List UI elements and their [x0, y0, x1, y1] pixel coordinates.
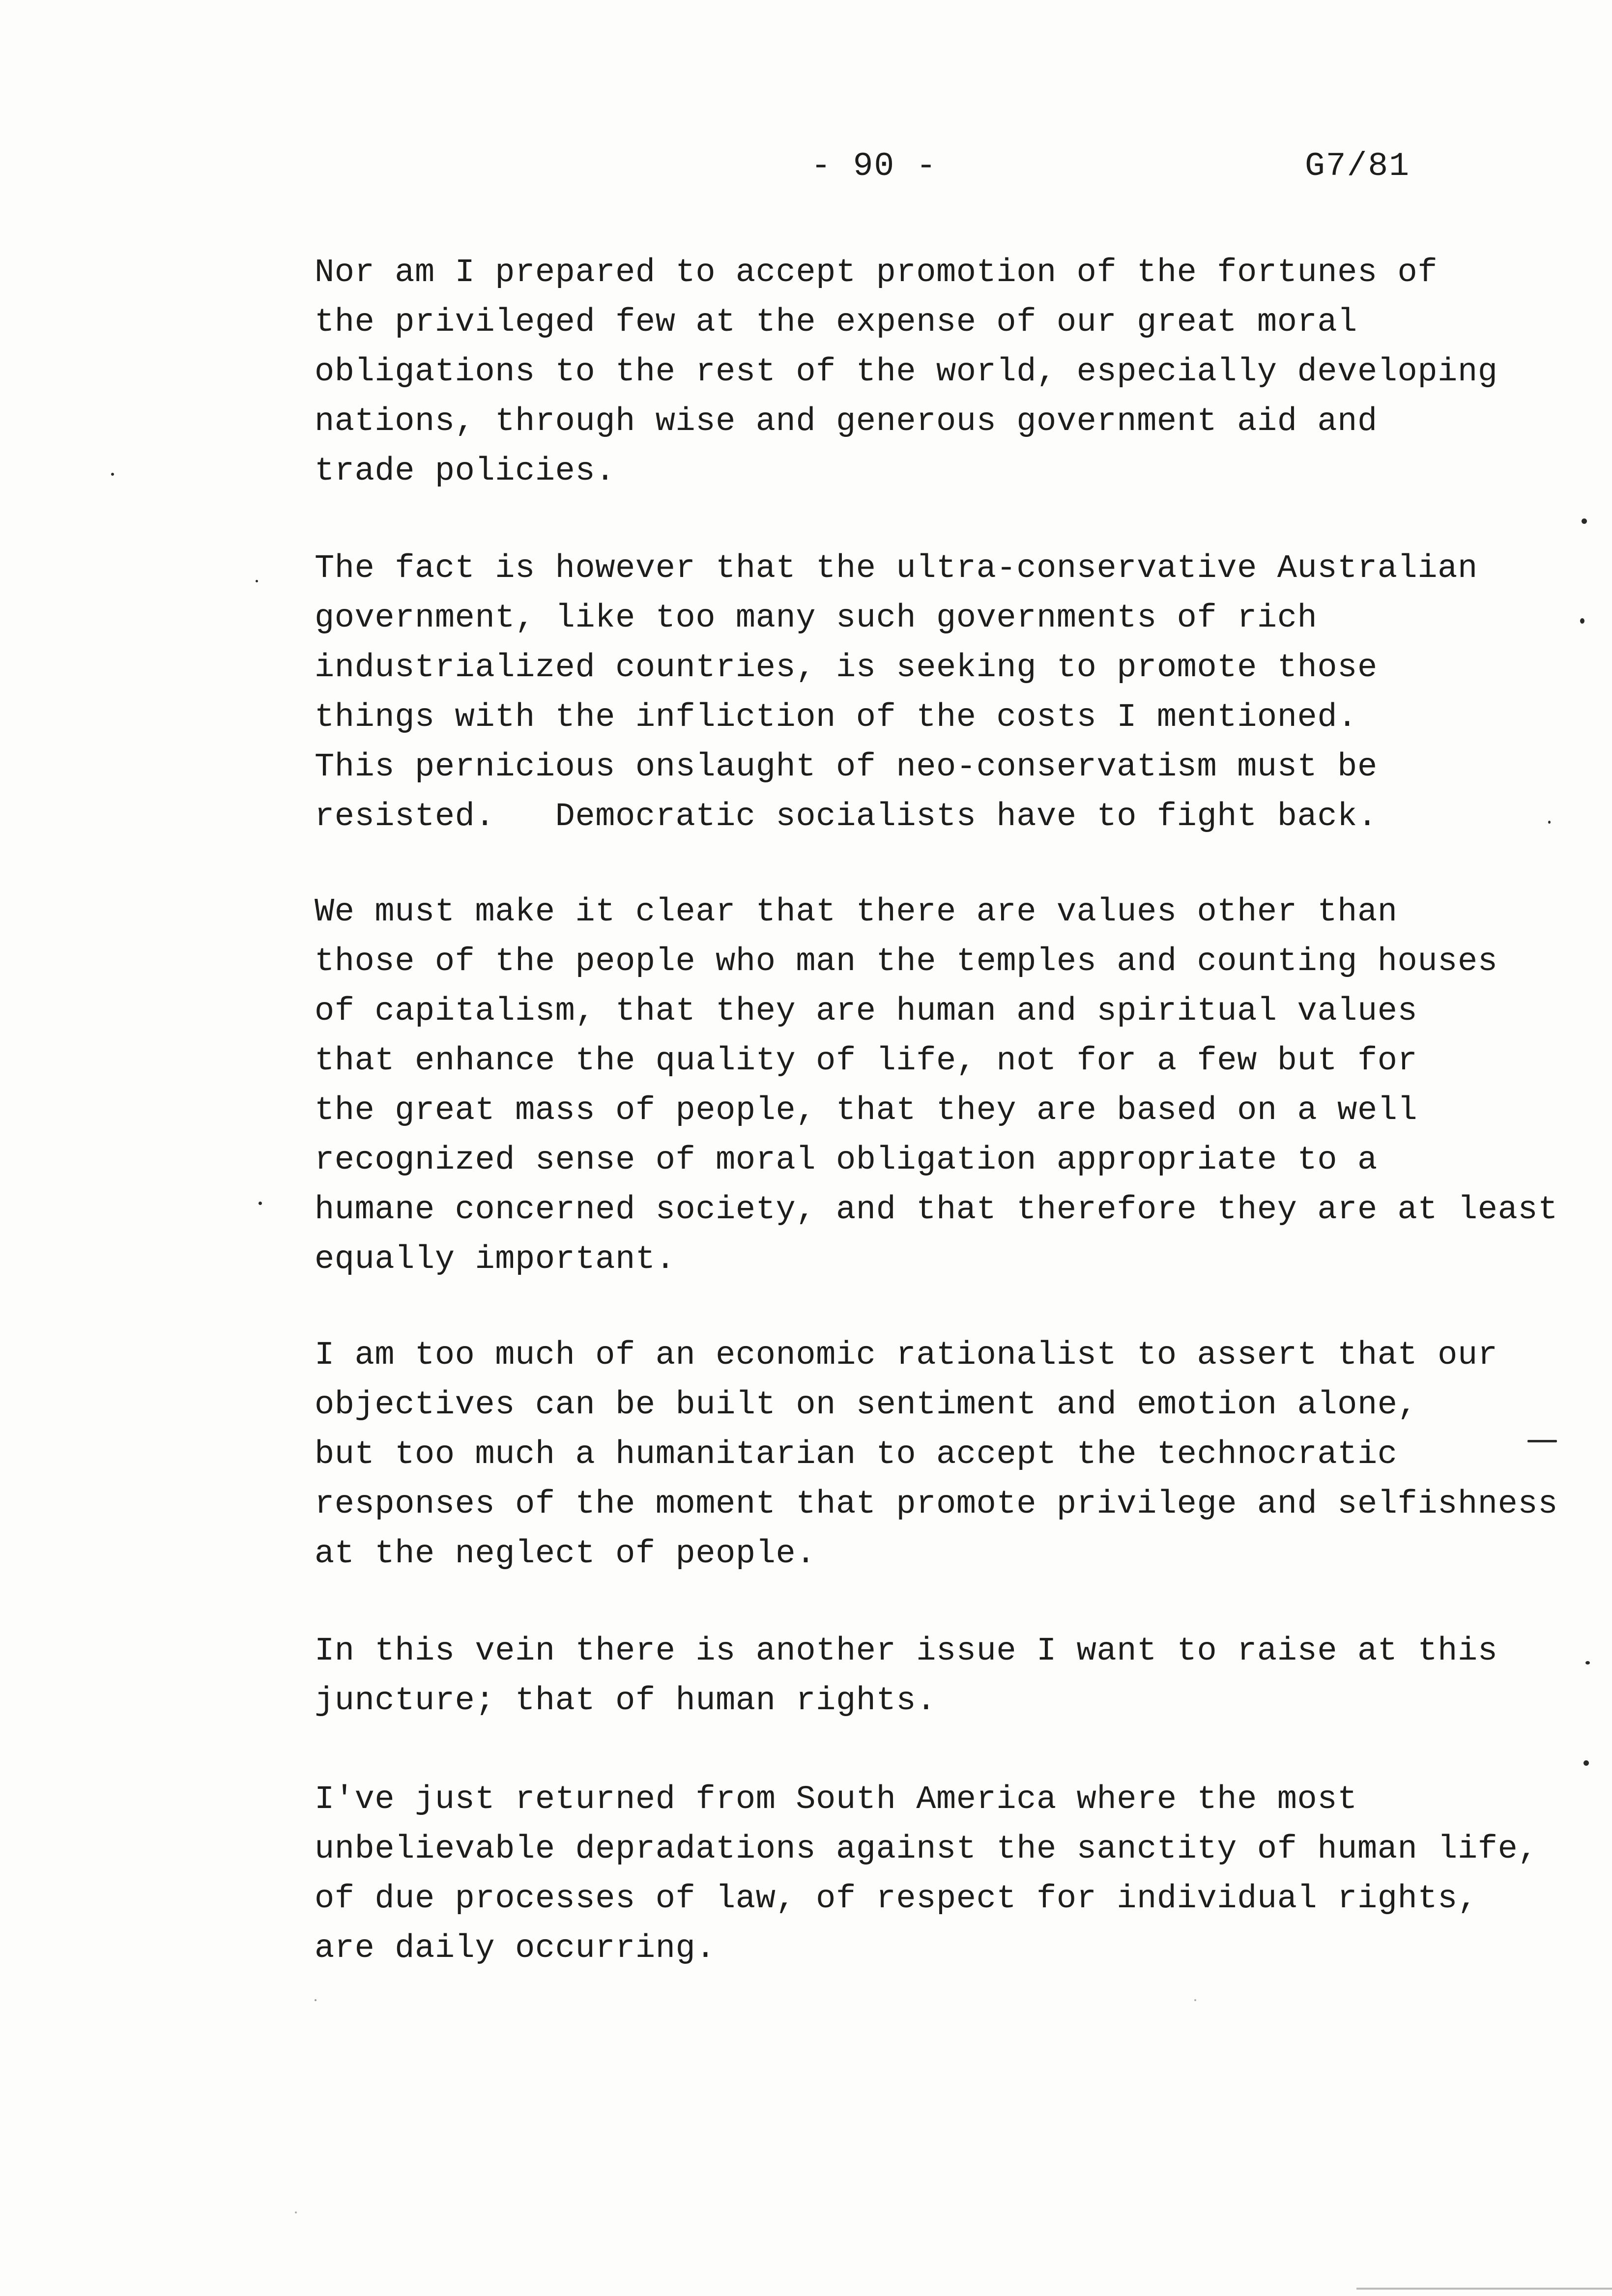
- text-line: that enhance the quality of life, not for a few but for: [315, 1042, 1418, 1080]
- text-line: obligations to the rest of the world, especially developing: [315, 353, 1498, 391]
- text-line: of capitalism, that they are human and spiritual values: [315, 993, 1418, 1030]
- text-line: I am too much of an economic rationalist to assert that our: [315, 1337, 1498, 1374]
- text-line: The fact is however that the ultra-conservative Australian: [315, 550, 1478, 587]
- text-line: at the neglect of people.: [315, 1535, 816, 1573]
- scan-speck: [315, 1999, 317, 2001]
- document-reference: G7/81: [1305, 147, 1410, 185]
- text-line: but too much a humanitarian to accept the technocratic: [315, 1436, 1398, 1473]
- paragraph-2: [315, 544, 1573, 842]
- text-line: equally important.: [315, 1241, 676, 1278]
- scan-speck: [259, 1202, 262, 1205]
- text-line: nations, through wise and generous government aid and: [315, 403, 1378, 440]
- scan-speck: [111, 473, 114, 476]
- scan-speck: [1583, 1760, 1589, 1766]
- text-line: I've just returned from South America where the most: [315, 1781, 1357, 1818]
- scan-speck: [256, 580, 258, 582]
- text-line: things with the infliction of the costs I mentioned.: [315, 699, 1357, 736]
- text-line: objectives can be built on sentiment and emotion alone,: [315, 1386, 1418, 1424]
- scan-mark: [1527, 1440, 1557, 1442]
- paragraph-1: [315, 248, 1573, 496]
- text-line: humane concerned society, and that therefore they are at least: [315, 1191, 1558, 1229]
- text-line: the privileged few at the expense of our great moral: [315, 304, 1357, 341]
- text-line: those of the people who man the temples and counting houses: [315, 943, 1498, 980]
- text-line: This pernicious onslaught of neo-conservatism must be: [315, 748, 1378, 786]
- paragraph-3: [315, 888, 1573, 1285]
- text-line: unbelievable depradations against the sanctity of human life,: [315, 1831, 1538, 1868]
- scan-speck: [1582, 518, 1587, 524]
- text-line: In this vein there is another issue I want to raise at this: [315, 1633, 1498, 1670]
- scan-speck: [1585, 1661, 1590, 1665]
- paragraph-6: [315, 1775, 1573, 1974]
- scan-speck: [1548, 821, 1551, 824]
- page-number: - 90 -: [811, 147, 937, 185]
- text-line: juncture; that of human rights.: [315, 1682, 937, 1720]
- text-line: the great mass of people, that they are based on a well: [315, 1092, 1418, 1129]
- text-line: government, like too many such governments of rich: [315, 600, 1318, 637]
- text-line: trade policies.: [315, 453, 616, 490]
- text-line: are daily occurring.: [315, 1930, 716, 1967]
- paragraph-5: [315, 1627, 1573, 1726]
- scan-speck: [1580, 618, 1584, 624]
- scan-edge: [1356, 2288, 1612, 2290]
- text-line: We must make it clear that there are values other than: [315, 893, 1398, 931]
- text-line: of due processes of law, of respect for individual rights,: [315, 1880, 1478, 1918]
- scan-speck: [295, 2211, 297, 2213]
- text-line: resisted. Democratic socialists have to fight back.: [315, 798, 1378, 835]
- paragraph-4: [315, 1331, 1573, 1579]
- scan-speck: [1194, 1999, 1196, 2001]
- text-line: recognized sense of moral obligation appropriate to a: [315, 1142, 1378, 1179]
- text-line: Nor am I prepared to accept promotion of the fortunes of: [315, 254, 1438, 291]
- text-line: industrialized countries, is seeking to promote those: [315, 649, 1378, 687]
- text-line: responses of the moment that promote privilege and selfishness: [315, 1486, 1558, 1523]
